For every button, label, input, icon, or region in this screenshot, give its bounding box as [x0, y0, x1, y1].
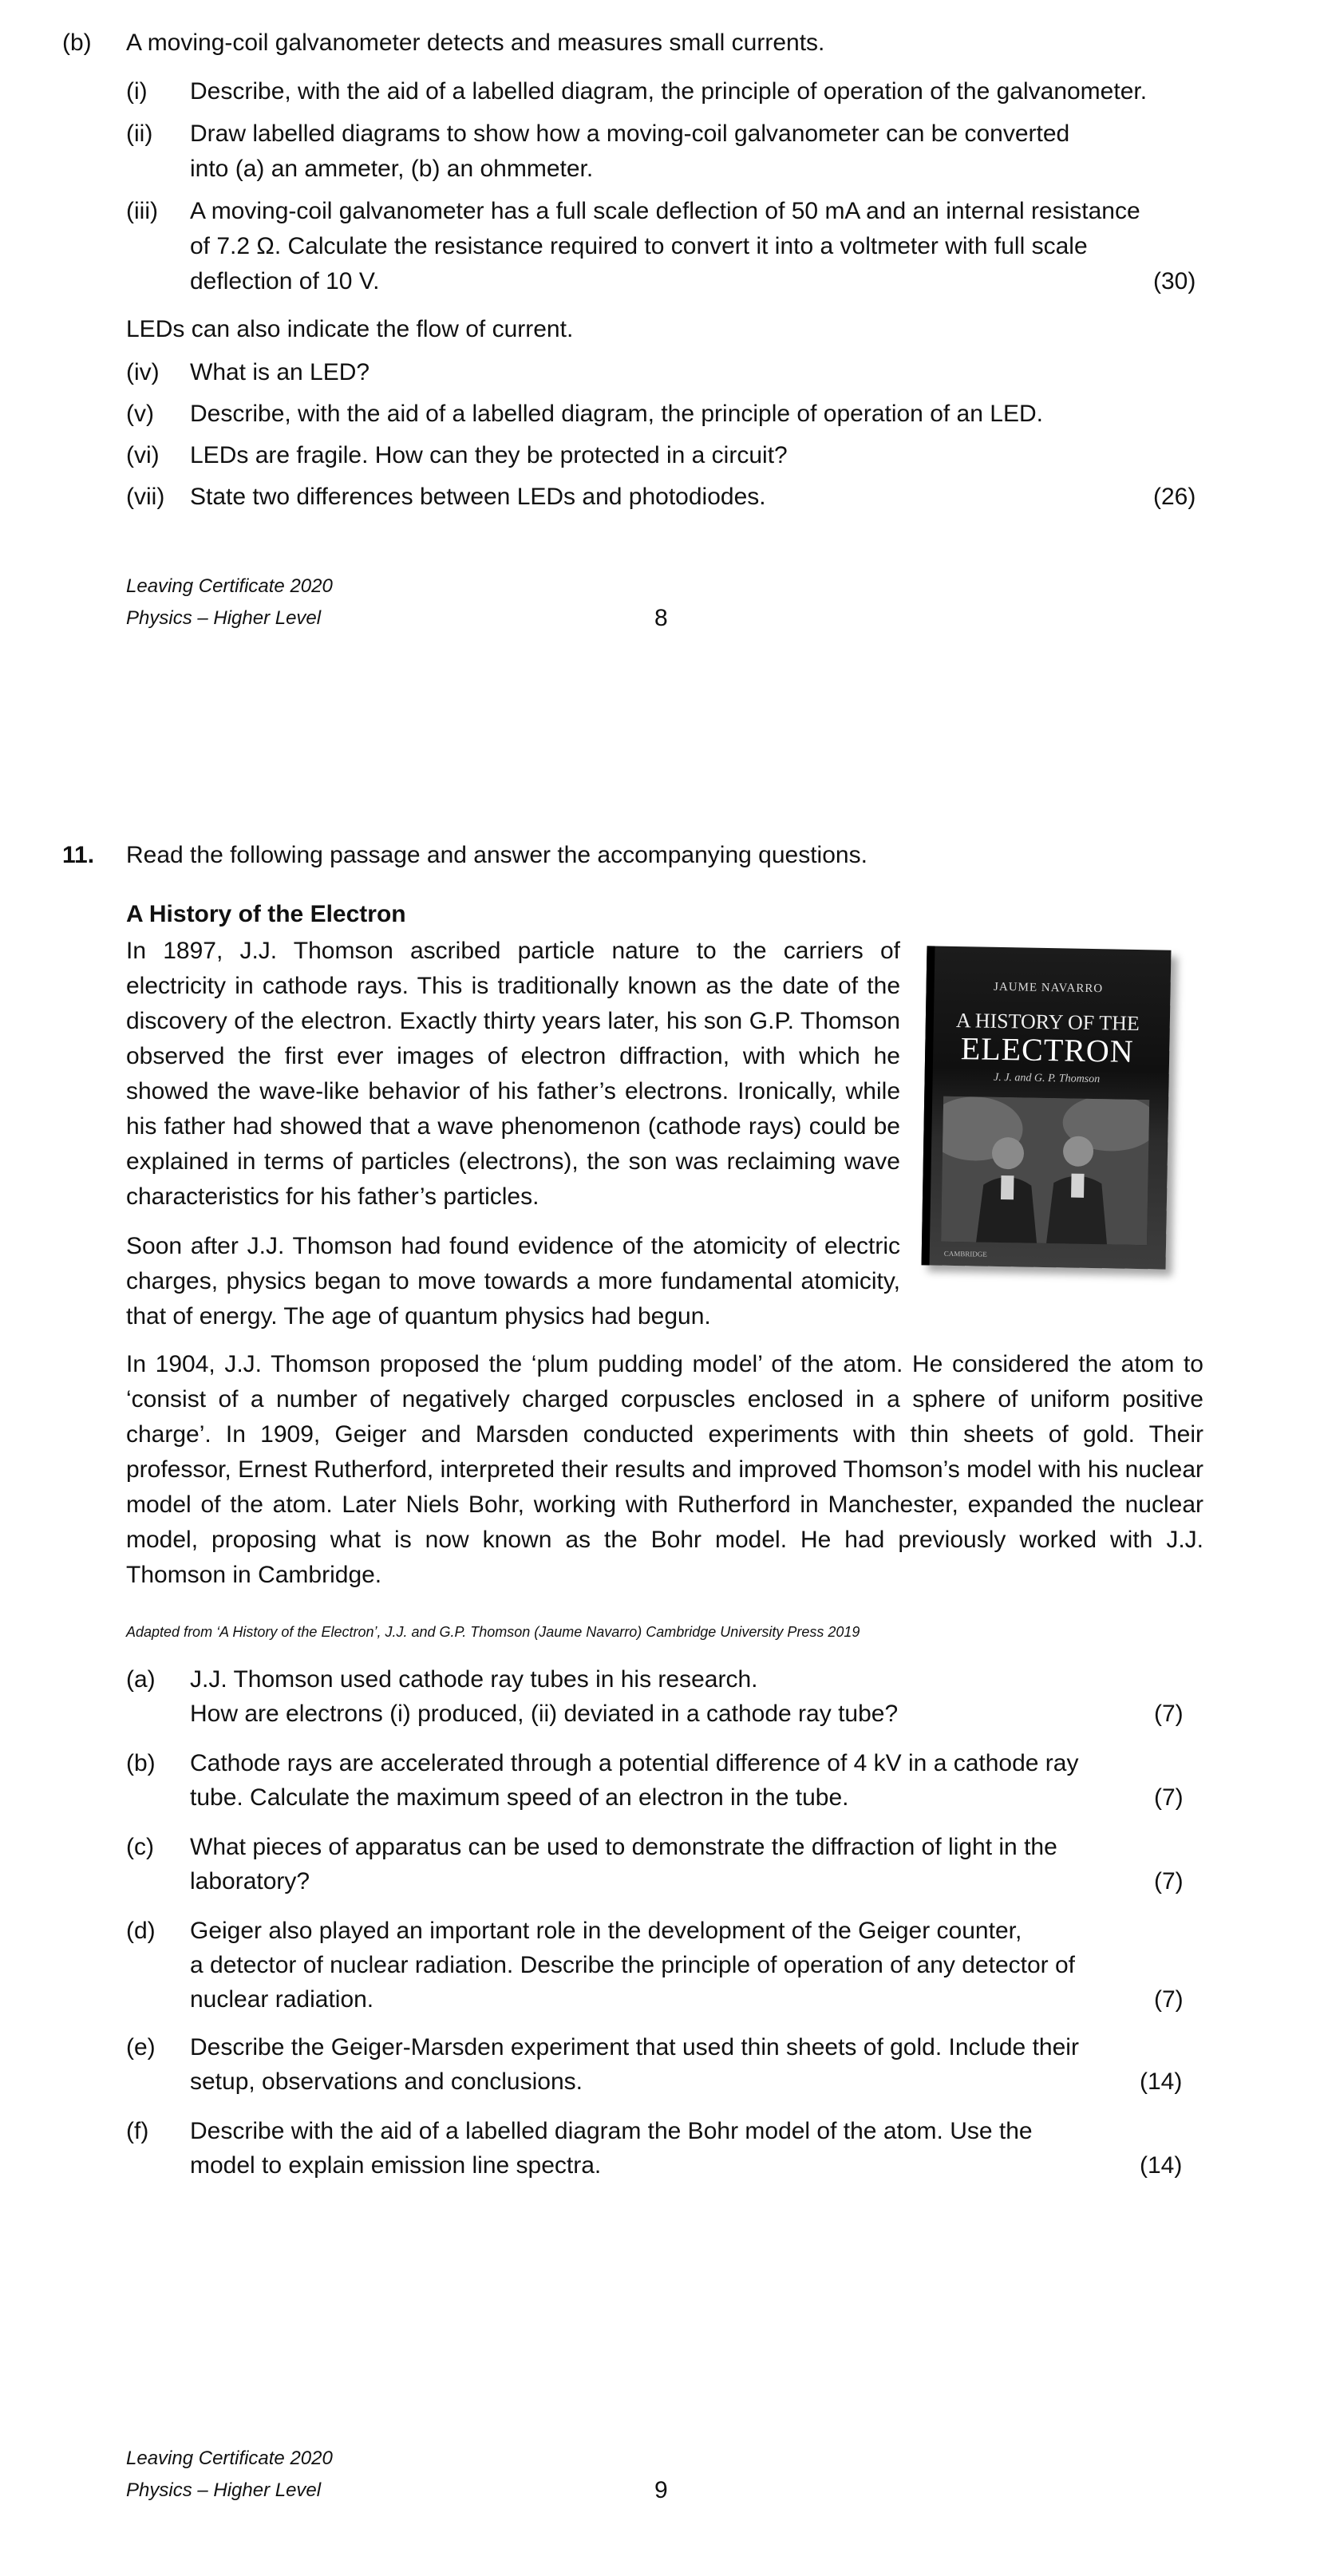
sub-text: State two differences between LEDs and photodiodes.	[190, 484, 766, 510]
sub-text: J.J. Thomson used cathode ray tubes in his research.	[190, 1666, 758, 1693]
sub-text: tube. Calculate the maximum speed of an electron in the tube.	[190, 1784, 849, 1811]
question-number: 11.	[62, 842, 95, 868]
footer-exam: Leaving Certificate 2020	[126, 2448, 333, 2469]
book-subtitle: J. J. and G. P. Thomson	[993, 1071, 1101, 1086]
sub-text: Cathode rays are accelerated through a potential difference of 4 kV in a cathode ray	[190, 1750, 1079, 1776]
sub-text: deflection of 10 V.	[190, 268, 380, 294]
marks: (14)	[1140, 2152, 1183, 2179]
part-label: (b)	[62, 30, 92, 56]
sub-label: (vii)	[126, 484, 165, 510]
led-intro: LEDs can also indicate the flow of current.	[126, 316, 574, 342]
sub-text: nuclear radiation.	[190, 1986, 374, 2013]
page-number: 8	[654, 605, 668, 631]
sub-label: (iv)	[126, 359, 160, 385]
sub-text: LEDs are fragile. How can they be protected in a circuit?	[190, 442, 788, 468]
footer-subject: Physics – Higher Level	[126, 607, 322, 629]
sub-label: (f)	[126, 2118, 149, 2144]
book-author: JAUME NAVARRO	[993, 980, 1104, 996]
marks: (7)	[1154, 1784, 1184, 1811]
sub-label: (e)	[126, 2034, 156, 2060]
sub-text: Draw labelled diagrams to show how a moving-coil galvanometer can be converted	[190, 121, 1070, 147]
sub-text: of 7.2 Ω. Calculate the resistance required to convert it into a voltmeter with full scale	[190, 233, 1088, 259]
question-intro: Read the following passage and answer the accompanying questions.	[126, 842, 867, 868]
sub-text: setup, observations and conclusions.	[190, 2068, 583, 2095]
marks: (7)	[1154, 1701, 1184, 1727]
sub-label: (v)	[126, 401, 154, 427]
sub-label: (c)	[126, 1834, 154, 1860]
sub-text: Describe, with the aid of a labelled diagram, the principle of operation of the galvanometer.	[190, 78, 1148, 105]
sub-text: Describe, with the aid of a labelled diagram, the principle of operation of an LED.	[190, 401, 1043, 427]
footer-exam: Leaving Certificate 2020	[126, 575, 333, 597]
sub-label: (a)	[126, 1666, 156, 1693]
marks: (14)	[1140, 2068, 1183, 2095]
marks: (26)	[1153, 484, 1196, 510]
marks: (7)	[1154, 1868, 1184, 1894]
sub-text: How are electrons (i) produced, (ii) deviated in a cathode ray tube?	[190, 1701, 899, 1727]
passage-paragraph: Soon after J.J. Thomson had found evidence of the atomicity of electric charges, physics began to move towards a more fundamental atomicity, that of energy. The age of quantum physics had begun.	[126, 1233, 900, 1329]
sub-text: What pieces of apparatus can be used to demonstrate the diffraction of light in the	[190, 1834, 1057, 1860]
marks: (7)	[1154, 1986, 1184, 2013]
sub-label: (i)	[126, 78, 148, 105]
sub-text: Describe with the aid of a labelled diagram the Bohr model of the atom. Use the	[190, 2118, 1033, 2144]
sub-label: (vi)	[126, 442, 160, 468]
sub-text: A moving-coil galvanometer has a full scale deflection of 50 mA and an internal resistance	[190, 198, 1140, 224]
footer-subject: Physics – Higher Level	[126, 2479, 322, 2501]
book-title-line2: ELECTRON	[960, 1030, 1135, 1069]
sub-text: What is an LED?	[190, 359, 370, 385]
sub-text: Describe the Geiger-Marsden experiment that used thin sheets of gold. Include their	[190, 2034, 1079, 2060]
book-photo	[941, 1096, 1149, 1245]
book-cover-image	[922, 946, 1172, 1269]
sub-label: (ii)	[126, 121, 153, 147]
sub-text: model to explain emission line spectra.	[190, 2152, 602, 2179]
page-number: 9	[654, 2477, 668, 2503]
book-spine	[922, 946, 935, 1265]
book-title-line1: A HISTORY OF THE	[955, 1009, 1140, 1036]
source-citation: Adapted from ‘A History of the Electron’, J.J. and G.P. Thomson (Jaume Navarro) Cambridge University Press 2019	[126, 1624, 860, 1640]
book-publisher: CAMBRIDGE	[943, 1249, 987, 1258]
sub-text: Geiger also played an important role in the development of the Geiger counter,	[190, 1918, 1022, 1944]
portrait-figures-icon	[941, 1096, 1149, 1245]
sub-text: laboratory?	[190, 1868, 310, 1894]
sub-text: a detector of nuclear radiation. Describe the principle of operation of any detector of	[190, 1952, 1075, 1978]
marks: (30)	[1153, 268, 1196, 294]
sub-label: (d)	[126, 1918, 156, 1944]
passage-paragraph: In 1897, J.J. Thomson ascribed particle nature to the carriers of electricity in cathode rays. This is traditionally known as the date of the discovery of the electron. Exactly thirty years later, his son G.P. Thomson observed the first ever images of electron diffraction, with which he showed the wave-like behavior of his father’s electrons. Ironically, while his father had showed that a wave phenomenon (cathode rays) could be explained in terms of particles (electrons), the son was reclaiming wave characteristics for his father’s particles.	[126, 938, 900, 1210]
sub-text: into (a) an ammeter, (b) an ohmmeter.	[190, 156, 594, 182]
sub-label: (iii)	[126, 198, 158, 224]
part-intro: A moving-coil galvanometer detects and measures small currents.	[126, 30, 825, 56]
sub-label: (b)	[126, 1750, 156, 1776]
passage-heading: A History of the Electron	[126, 901, 406, 927]
passage-paragraph: In 1904, J.J. Thomson proposed the ‘plum pudding model’ of the atom. He considered the atom to ‘consist of a number of negatively charged corpuscles enclosed in a sphere of uniform positive charge’. In 1909, Geiger and Marsden conducted experiments with thin sheets of gold. Their professor, Ernest Rutherford, interpreted their results and improved Thomson’s model with his nuclear model of the atom. Later Niels Bohr, working with Rutherford in Manchester, expanded the nuclear model, proposing what is now known as the Bohr model. He had previously worked with J.J. Thomson in Cambridge.	[126, 1351, 1203, 1588]
